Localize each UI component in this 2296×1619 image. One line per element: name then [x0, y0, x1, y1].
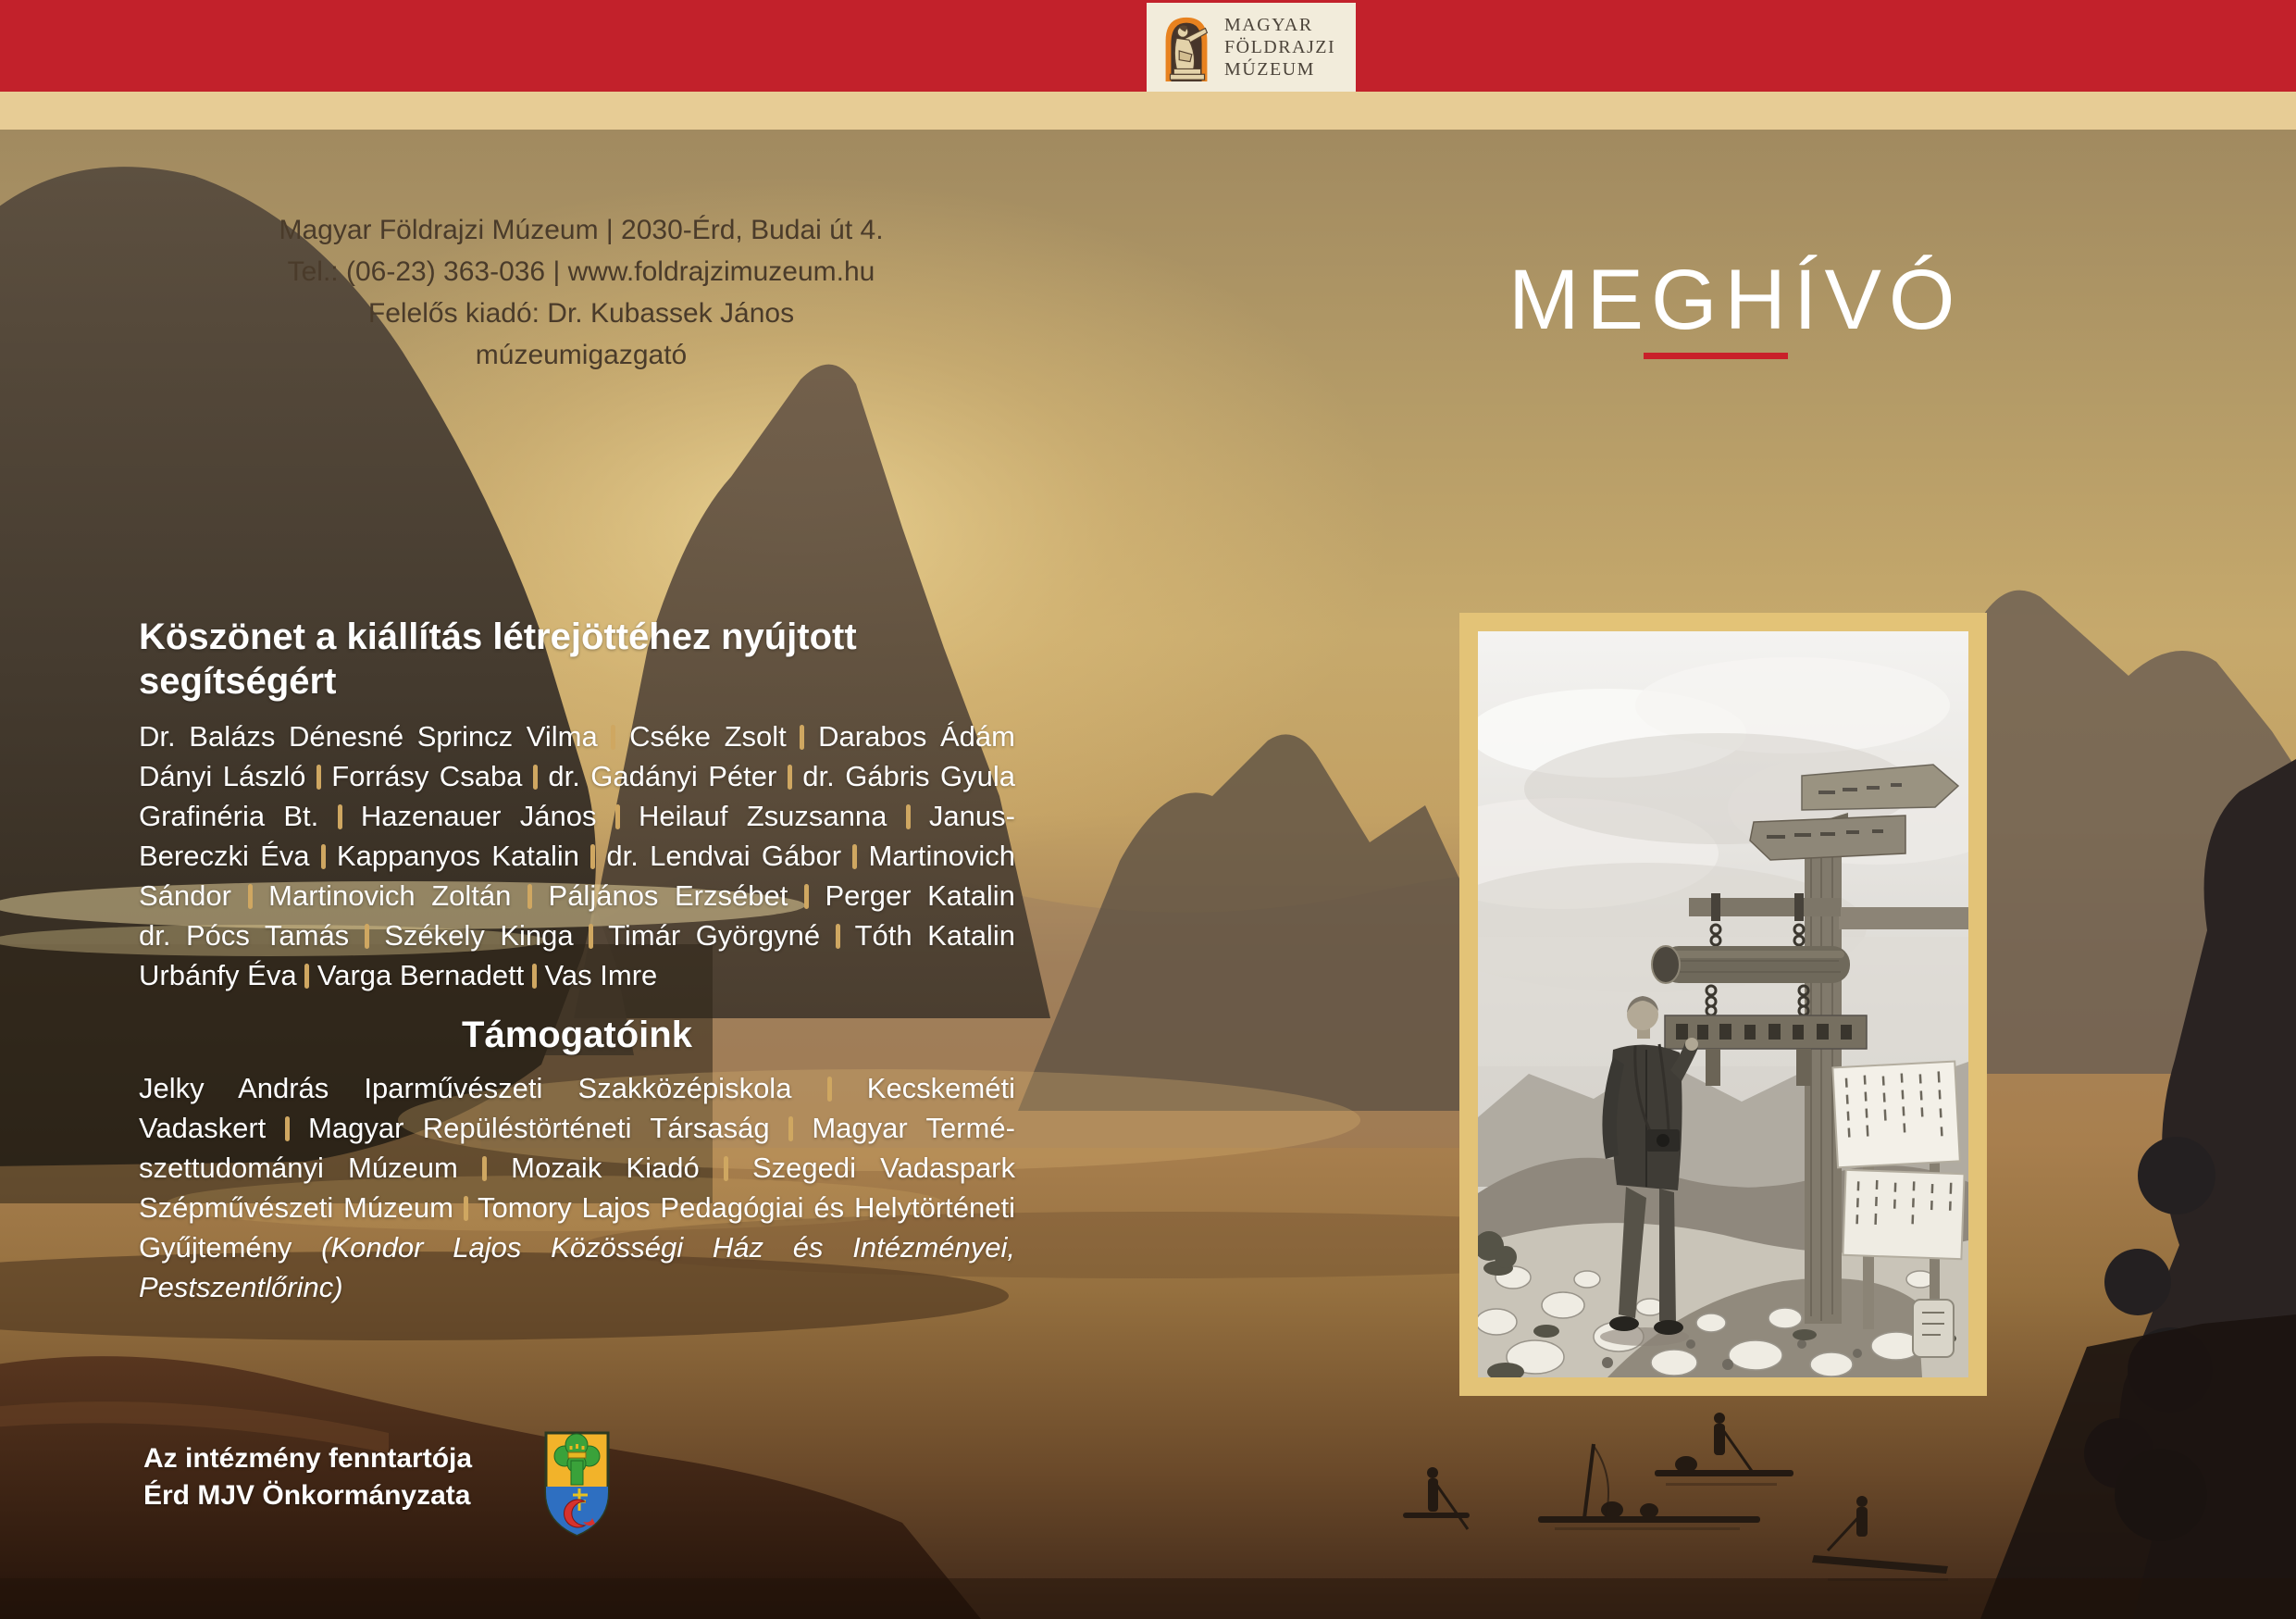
cream-stripe [0, 92, 2296, 130]
founder-line-1: Az intézmény fenntartója [143, 1443, 473, 1474]
name-line [139, 1068, 1015, 1108]
name-segment: Cséke Zsolt [629, 720, 787, 753]
founder-line-2: Érd MJV Önkormányzata [143, 1480, 471, 1511]
founder-block [143, 1440, 472, 1514]
separator-bar [285, 1116, 290, 1141]
name-line [139, 876, 1015, 915]
name-line [139, 1188, 1015, 1227]
name-segment: Perger Katalin [825, 879, 1015, 912]
separator-bar [788, 1116, 793, 1141]
name-line [139, 756, 1015, 796]
separator-bar [482, 1156, 487, 1181]
name-line [139, 1108, 1015, 1148]
separator-bar [590, 844, 595, 869]
thanks-list [139, 716, 1015, 995]
separator-bar [365, 924, 369, 949]
logo-line-1: MAGYAR [1224, 15, 1313, 35]
name-segment: Szépművészeti Múzeum [139, 1191, 453, 1224]
name-segment: dr. Gadányi Péter [548, 760, 777, 792]
name-segment: Mozaik Kiadó [511, 1152, 700, 1184]
name-segment: Dr. Balázs Dénesné Sprincz Vilma [139, 720, 598, 753]
name-segment: Vas Imre [544, 959, 658, 991]
museum-logo-text [1224, 14, 1335, 81]
invitation-title: MEGHÍVÓ [1508, 253, 1963, 347]
museum-logo [1147, 3, 1356, 92]
separator-bar [527, 884, 532, 909]
name-segment: dr. Gábris Gyula [802, 760, 1015, 792]
separator-bar [338, 804, 342, 829]
separator-bar [589, 924, 593, 949]
name-segment: Martinovich Zoltán [268, 879, 512, 912]
separator-bar [852, 844, 857, 869]
separator-bar [788, 765, 792, 790]
museum-statue-icon [1159, 11, 1214, 83]
separator-bar [316, 765, 321, 790]
name-segment: Dányi László [139, 760, 306, 792]
logo-line-2: FÖLDRAJZI [1224, 37, 1336, 57]
name-segment: Timár Györgyné [608, 919, 821, 952]
name-segment: Grafinéria Bt. [139, 800, 319, 832]
name-line [139, 955, 1015, 995]
name-segment: Jelky András Iparművészeti Szakközépiskola [139, 1072, 792, 1104]
separator-bar [836, 924, 840, 949]
supporters-last-regular: Gyűjtemény [139, 1231, 292, 1264]
name-segment: Heilauf Zsuzsanna [638, 800, 887, 832]
separator-bar [532, 964, 537, 989]
name-segment: Urbánfy Éva [139, 959, 297, 991]
separator-bar [611, 725, 615, 750]
separator-bar [321, 844, 326, 869]
name-segment: Hazenauer János [360, 800, 597, 832]
erd-coat-of-arms [542, 1429, 612, 1538]
name-line [139, 1148, 1015, 1188]
name-segment: Kecskeméti [866, 1072, 1015, 1104]
name-segment: szettudományi Múzeum [139, 1152, 458, 1184]
summit-photo-scene [1478, 631, 1968, 1377]
name-segment: Darabos Ádám [818, 720, 1015, 753]
title-underline [1644, 353, 1788, 359]
name-segment: Janus- [928, 800, 1015, 832]
name-segment: Szegedi Vadaspark [751, 1152, 1016, 1184]
separator-bar [615, 804, 620, 829]
supporters-section [139, 1013, 1015, 1307]
supporters-list [139, 1068, 1015, 1227]
separator-bar [304, 964, 309, 989]
summit-photo [1459, 613, 1987, 1396]
logo-line-3: MÚZEUM [1224, 59, 1315, 80]
name-segment: Székely Kinga [384, 919, 574, 952]
name-segment: Martinovich [868, 840, 1015, 872]
separator-bar [804, 884, 809, 909]
separator-bar [800, 725, 804, 750]
separator-bar [827, 1077, 832, 1102]
name-segment: Magyar Termé- [812, 1112, 1015, 1144]
supporters-last-italic: (Kondor Lajos Közösségi Ház és Intézményei, Pestszentlőrinc) [139, 1231, 1015, 1303]
name-segment: Tóth Katalin [854, 919, 1015, 952]
contact-phone-web: Tel.: (06-23) 363-036 | www.foldrajzimuzeum.hu [287, 256, 875, 287]
name-segment: Páljános Erzsébet [548, 879, 788, 912]
name-segment: Kappanyos Katalin [336, 840, 580, 872]
contact-block [276, 209, 887, 376]
name-segment: dr. Pócs Tamás [139, 919, 350, 952]
supporters-last-line [139, 1227, 1015, 1307]
name-segment: Bereczki Éva [139, 840, 310, 872]
supporters-heading: Támogatóink [462, 1015, 692, 1055]
name-segment: Vadaskert [139, 1112, 267, 1144]
name-segment: Varga Bernadett [316, 959, 525, 991]
photo-notice-sign-1 [1832, 1062, 1959, 1168]
separator-bar [248, 884, 253, 909]
contact-publisher: Felelős kiadó: Dr. Kubassek János múzeumigazgató [367, 298, 795, 370]
name-line [139, 915, 1015, 955]
separator-bar [906, 804, 911, 829]
separator-bar [464, 1196, 468, 1221]
contact-address: Magyar Földrajzi Múzeum | 2030-Érd, Budai út 4. [279, 215, 884, 245]
thanks-heading: Köszönet a kiállítás létrejöttéhez nyújtott segítségért [139, 616, 857, 702]
photo-notice-sign-2 [1843, 1170, 1964, 1259]
separator-bar [533, 765, 538, 790]
acknowledgements-section [139, 615, 1015, 995]
name-segment: Sándor [139, 879, 231, 912]
name-segment: Tomory Lajos Pedagógiai és Helytörténeti [478, 1191, 1015, 1224]
name-line [139, 716, 1015, 756]
name-segment: dr. Lendvai Gábor [606, 840, 842, 872]
name-segment: Forrásy Csaba [331, 760, 523, 792]
name-line [139, 836, 1015, 876]
name-segment: Magyar Repüléstörténeti Társaság [308, 1112, 770, 1144]
separator-bar [724, 1156, 728, 1181]
name-line [139, 796, 1015, 836]
